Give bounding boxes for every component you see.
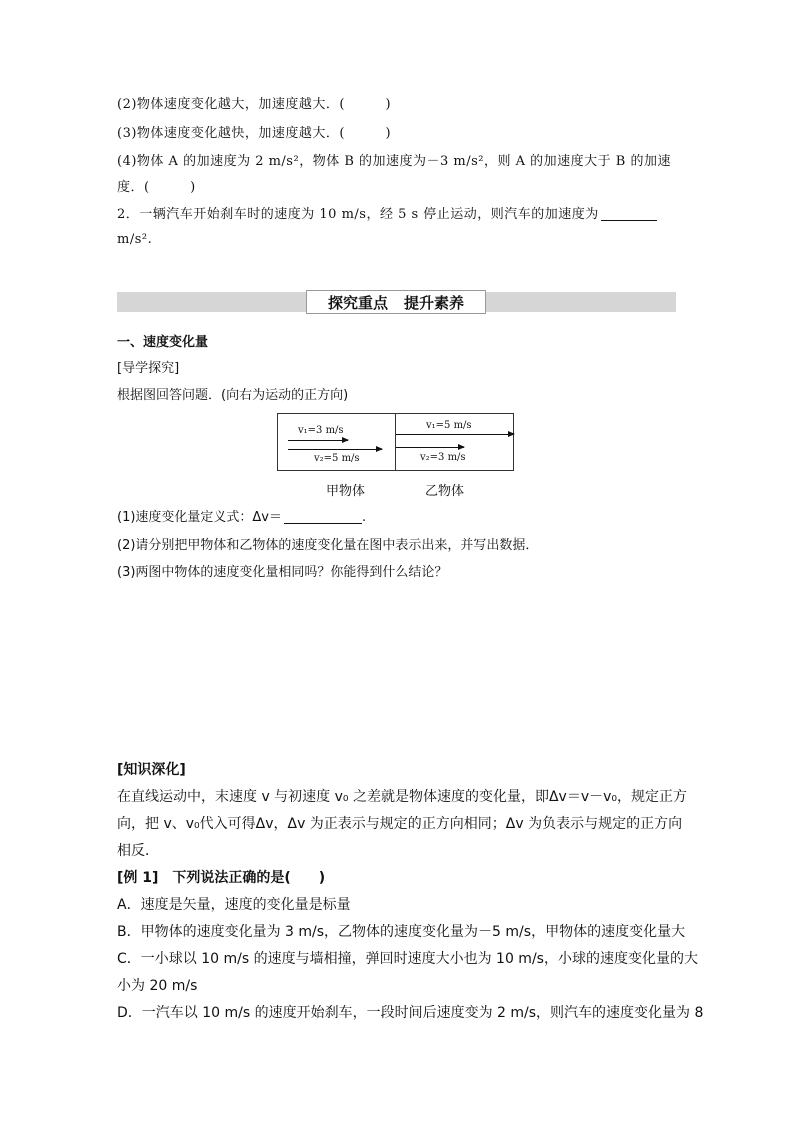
right-v1-label: v₁=5 m/s (426, 420, 472, 431)
caption-jia: 甲物体 (326, 484, 366, 499)
answer-blank[interactable] (601, 206, 657, 221)
knowledge-line-2: 向，把 v、v₀代入可得Δv，Δv 为正表示与规定的正方向相同；Δv 为负表示与规定的正方向 (117, 816, 683, 832)
option-c-line2: 小为 20 m/s (117, 978, 198, 994)
option-b[interactable]: B．甲物体的速度变化量为 3 m/s，乙物体的速度变化量为－5 m/s，甲物体的速度变化量大 (117, 924, 686, 940)
knowledge-line-1: 在直线运动中，末速度 v 与初速度 v₀ 之差就是物体速度的变化量，即Δv＝v－v₀，规定正方 (117, 789, 688, 805)
question-1-text: (1)速度变化量定义式：Δv＝ (117, 510, 283, 525)
caption-yi: 乙物体 (425, 484, 465, 499)
section-title-left: 探究重点 (327, 293, 388, 312)
problem-2-line2: m/s². (117, 232, 153, 247)
part-heading: 一、速度变化量 (117, 335, 209, 350)
left-v2-arrow (288, 449, 382, 450)
option-c-line1[interactable]: C．一小球以 10 m/s 的速度与墙相撞，弹回时速度大小也为 10 m/s，小球的速度变化量的大 (117, 951, 698, 967)
guide-question-3: (3)两图中物体的速度变化量相同吗？你能得到什么结论？ (117, 565, 448, 580)
definition-blank[interactable] (284, 509, 362, 524)
right-v2-arrow (396, 447, 464, 448)
judgment-item-3: (3)物体速度变化越快，加速度越大．( ) (117, 126, 392, 141)
judgment-item-4-line2: 度．( ) (117, 180, 196, 195)
guide-question-2: (2)请分别把甲物体和乙物体的速度变化量在图中表示出来，并写出数据． (117, 538, 539, 553)
left-v2-label: v₂=5 m/s (314, 453, 360, 464)
question-1-suffix: . (362, 510, 367, 525)
section-title-right: 提升素养 (404, 293, 465, 312)
problem-2-line1 (117, 206, 657, 224)
judgment-item-2: (2)物体速度变化越大，加速度越大．( ) (117, 97, 392, 112)
option-d[interactable]: D．一汽车以 10 m/s 的速度开始刹车，一段时间后速度变为 2 m/s，则汽车的速度变化量为 8 (117, 1005, 704, 1021)
knowledge-tag: [知识深化] (117, 762, 186, 778)
right-v1-arrow (396, 434, 514, 435)
section-banner-title (306, 290, 486, 314)
problem-2-text: 2．一辆汽车开始刹车时的速度为 10 m/s，经 5 s 停止运动，则汽车的加速度为 (117, 207, 599, 222)
guide-intro: 根据图回答问题．(向右为运动的正方向) (117, 388, 349, 403)
judgment-item-4-line1: (4)物体 A 的加速度为 2 m/s²，物体 B 的加速度为－3 m/s²，则 A 的加速度大于 B 的加速 (117, 154, 671, 169)
guide-question-1 (117, 509, 366, 527)
guide-tag: [导学探究] (117, 361, 180, 376)
velocity-diagram (277, 413, 514, 471)
example-1-stem: [例 1] 下列说法正确的是( ) (117, 870, 326, 886)
left-v1-label: v₁=3 m/s (298, 425, 344, 436)
right-v2-label: v₂=3 m/s (420, 452, 466, 463)
diagram-divider (395, 414, 396, 470)
option-a[interactable]: A．速度是矢量，速度的变化量是标量 (117, 897, 351, 913)
left-v1-arrow (288, 440, 348, 441)
knowledge-line-3: 相反． (117, 843, 159, 859)
